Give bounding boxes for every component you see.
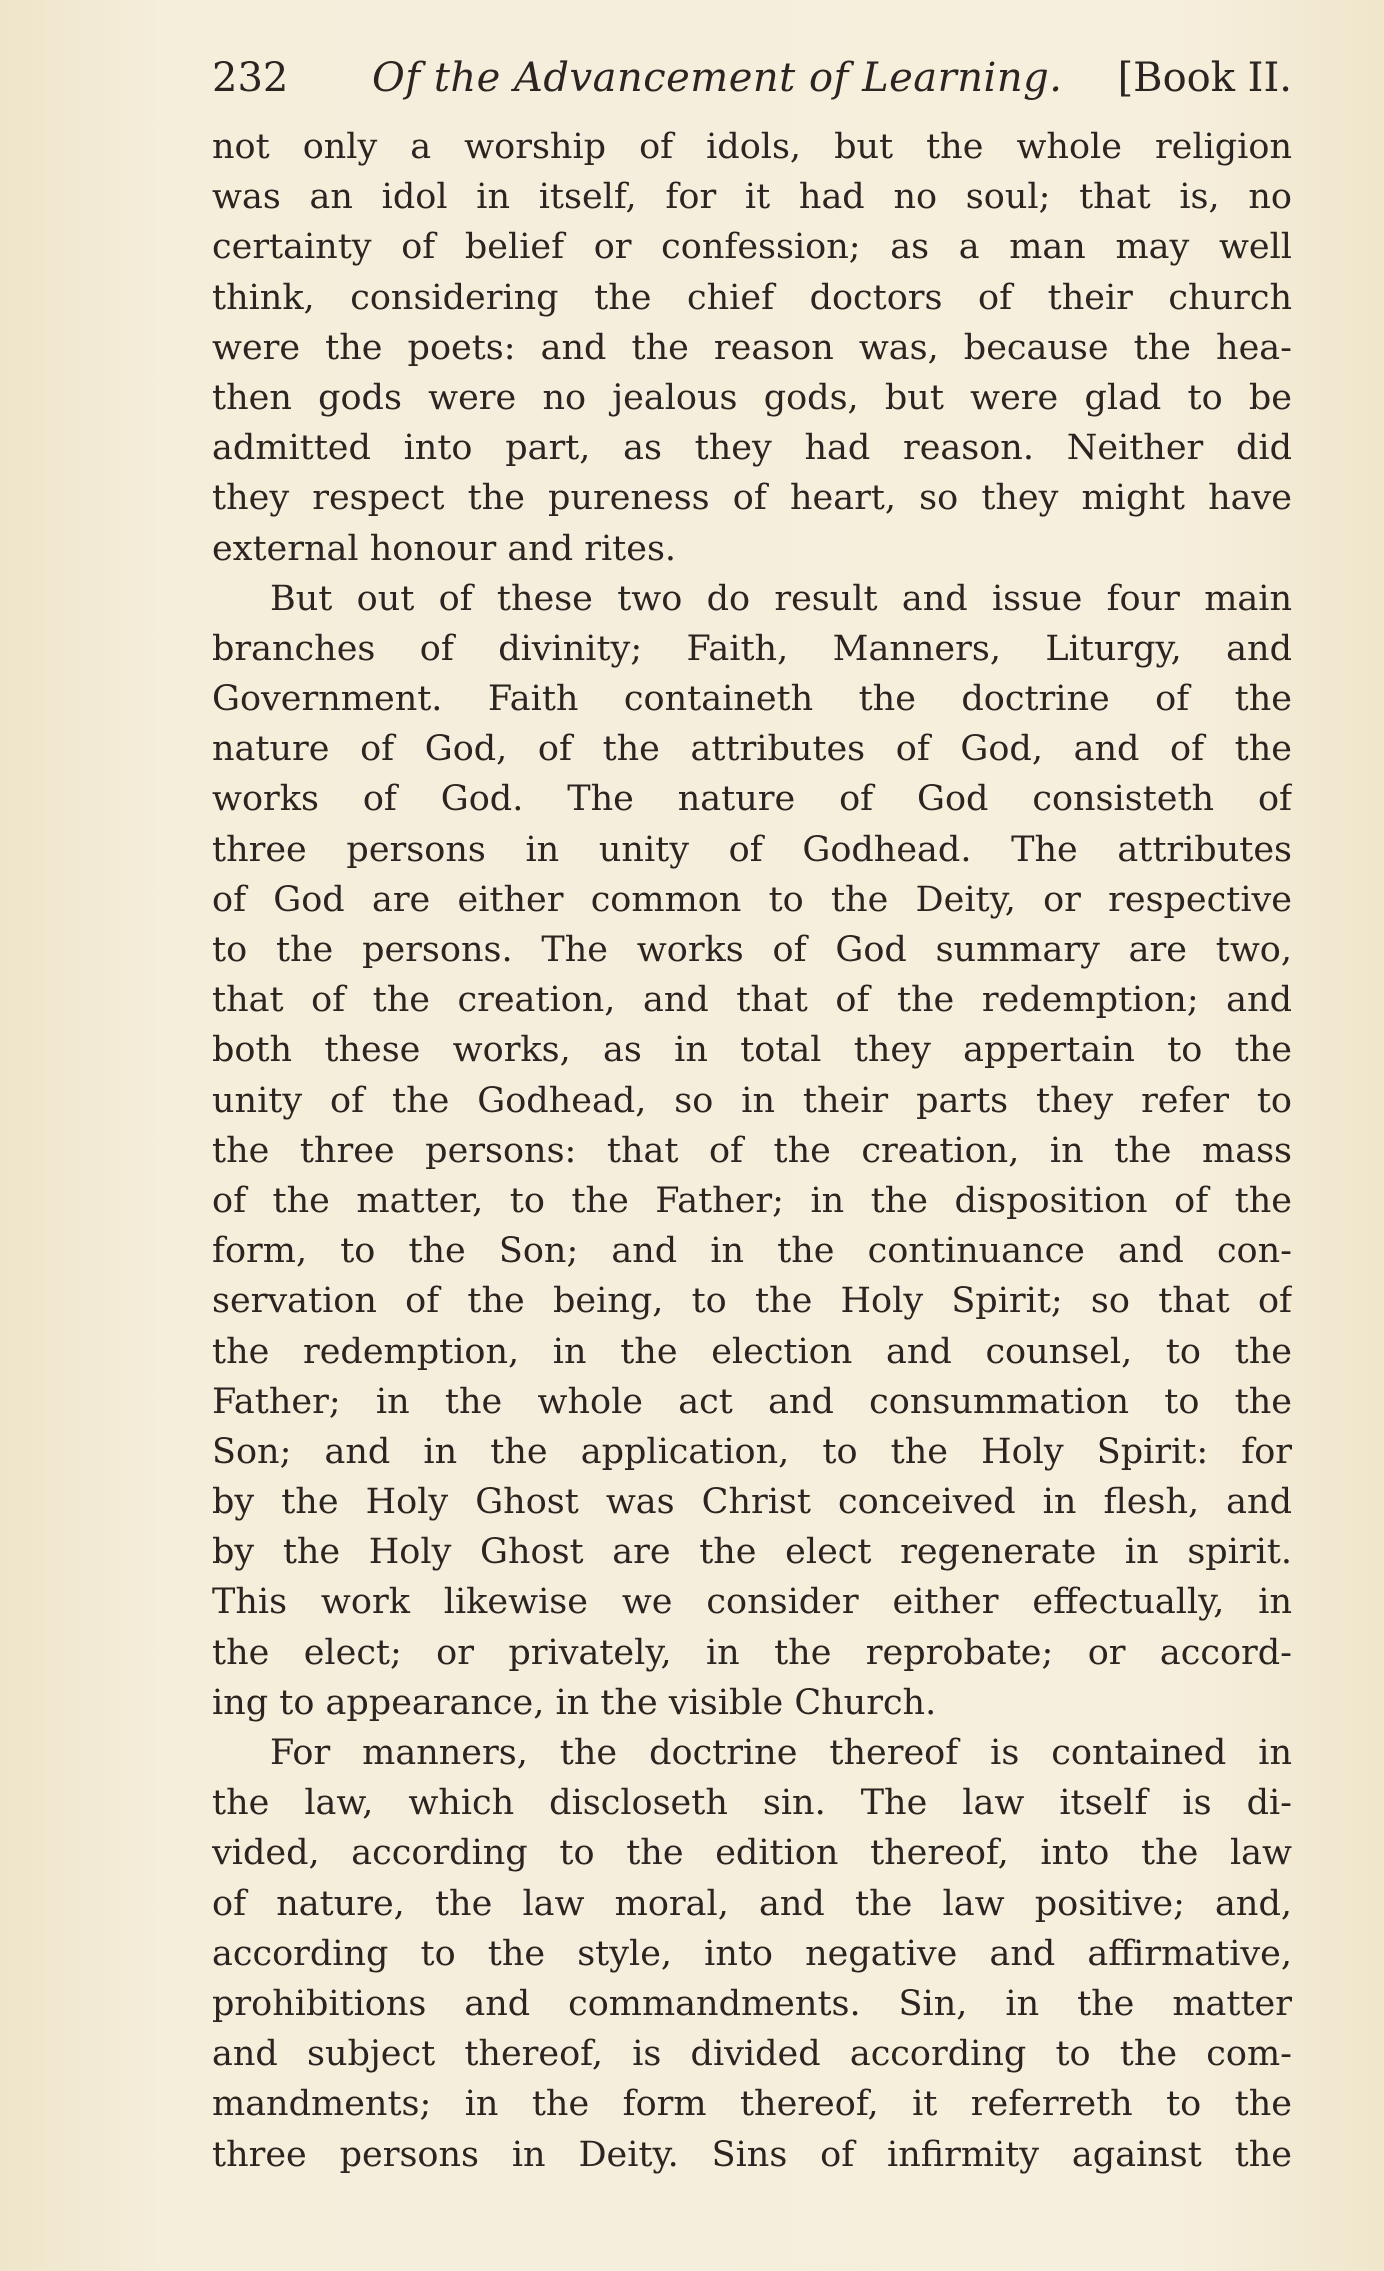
text-line: Son; and in the application, to the Holy Spirit: for <box>212 1431 1292 1472</box>
paragraph-first-line: For manners, the doctrine thereof is contained in <box>270 1733 1292 1773</box>
text-line: the elect; or privately, in the reprobate; or accord- <box>212 1632 1292 1673</box>
text-line: of the matter, to the Father; in the disposition of the <box>212 1180 1292 1221</box>
text-line: by the Holy Ghost are the elect regenerate in spirit. <box>212 1532 1292 1573</box>
text-line: they respect the pureness of heart, so they might have <box>212 478 1292 519</box>
paragraph-first-line: But out of these two do result and issue four main <box>270 578 1292 619</box>
text-line: the redemption, in the election and counsel, to the <box>212 1331 1292 1372</box>
text-line: the law, which discloseth sin. The law itself is di- <box>212 1783 1292 1824</box>
text-line: external honour and rites. <box>212 528 677 569</box>
running-title: Of the Advancement of Learning. <box>372 55 1063 101</box>
text-line: certainty of belief or confession; as a man may well <box>212 227 1292 268</box>
text-line: not only a worship of idols, but the whole religion <box>212 127 1292 167</box>
text-line: was an idol in itself, for it had no soul; that is, no <box>212 177 1292 218</box>
text-line: prohibitions and commandments. Sin, in the matter <box>212 1983 1292 2024</box>
text-line: This work likewise we consider either effectually, in <box>212 1582 1292 1623</box>
text-line: were the poets: and the reason was, because the hea- <box>212 327 1292 368</box>
text-line: ing to appearance, in the visible Church. <box>212 1682 937 1723</box>
page-number: 232 <box>212 55 289 101</box>
text-line: both these works, as in total they appertain to the <box>212 1030 1292 1071</box>
text-line: unity of the Godhead, so in their parts they refer to <box>212 1080 1292 1121</box>
book-label: [Book II. <box>1117 55 1292 101</box>
text-line: three persons in Deity. Sins of infirmity against the <box>212 2134 1292 2175</box>
text-line: and subject thereof, is divided according to the com- <box>212 2034 1292 2075</box>
text-line: servation of the being, to the Holy Spirit; so that of <box>212 1281 1292 1322</box>
text-line: of God are either common to the Deity, or respective <box>212 879 1292 920</box>
text-line: of nature, the law moral, and the law positive; and, <box>212 1883 1292 1924</box>
text-line: that of the creation, and that of the redemption; and <box>212 980 1292 1021</box>
page-header <box>212 48 1292 108</box>
text-line: according to the style, into negative and affirmative, <box>212 1933 1292 1974</box>
text-line: works of God. The nature of God consisteth of <box>212 779 1292 820</box>
text-line: form, to the Son; and in the continuance and con- <box>212 1231 1292 1272</box>
text-line: Government. Faith containeth the doctrine of the <box>212 679 1292 720</box>
text-line: by the Holy Ghost was Christ conceived in flesh, and <box>212 1482 1292 1523</box>
text-line: three persons in unity of Godhead. The attributes <box>212 829 1292 870</box>
text-line: vided, according to the edition thereof, into the law <box>212 1833 1292 1874</box>
text-line: branches of divinity; Faith, Manners, Liturgy, and <box>212 628 1292 669</box>
text-line: mandments; in the form thereof, it referreth to the <box>212 2084 1292 2125</box>
text-line: nature of God, of the attributes of God, and of the <box>212 729 1292 770</box>
text-line: then gods were no jealous gods, but were glad to be <box>212 377 1292 418</box>
text-line: Father; in the whole act and consummation to the <box>212 1381 1292 1422</box>
text-line: to the persons. The works of God summary are two, <box>212 930 1292 970</box>
body-text <box>212 122 1292 2180</box>
text-line: think, considering the chief doctors of their church <box>212 277 1292 318</box>
text-line: the three persons: that of the creation, in the mass <box>212 1130 1292 1171</box>
text-line: admitted into part, as they had reason. Neither did <box>212 428 1292 469</box>
